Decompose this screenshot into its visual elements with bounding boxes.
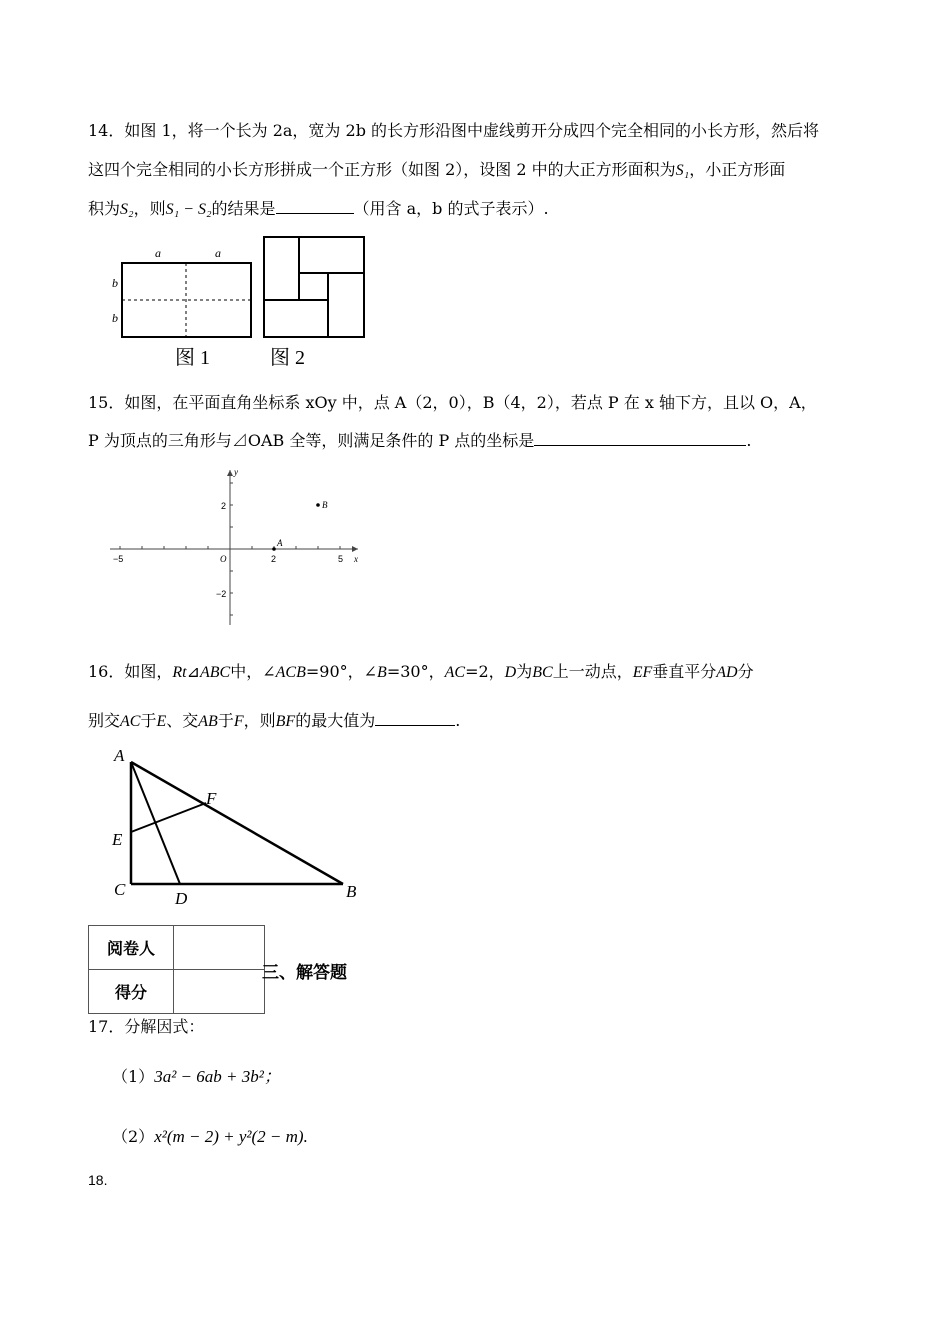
tick-label-yneg2: −2 bbox=[216, 589, 227, 599]
tick-label-neg5: −5 bbox=[113, 554, 124, 564]
s1-minus-s2: S₁ − S₂ bbox=[165, 201, 212, 218]
fig1-label-a-left: a bbox=[155, 246, 161, 260]
s2-symbol: S₂ bbox=[120, 201, 134, 218]
origin-label: O bbox=[220, 554, 227, 564]
y-axis-arrow bbox=[227, 470, 233, 476]
q17-expression-2: x²(m − 2) + y²(2 − m). bbox=[154, 1127, 308, 1146]
coordinate-plane bbox=[100, 465, 370, 630]
q16-line-1: 16．如图，Rt⊿ABC中，∠ACB=90°，∠B=30°，AC=2，D为BC上一动点，EF垂直平分AD分 bbox=[88, 662, 754, 681]
q17-part-1: （1）3a² − 6ab + 3b²； bbox=[112, 1067, 281, 1086]
tick-label-x5: 5 bbox=[338, 554, 344, 564]
fig1-caption: 图 1 bbox=[175, 347, 210, 369]
label-C: C bbox=[114, 880, 126, 899]
score-cell[interactable] bbox=[174, 970, 265, 1014]
segment-EF bbox=[131, 803, 206, 832]
score-label: 得分 bbox=[89, 970, 174, 1014]
label-A: A bbox=[114, 746, 125, 765]
figure-1 bbox=[112, 246, 251, 369]
point-A-label: A bbox=[277, 538, 283, 548]
fig2-caption: 图 2 bbox=[270, 347, 305, 369]
answer-blank-14[interactable] bbox=[276, 199, 354, 214]
point-B-label: B bbox=[322, 500, 328, 510]
label-F: F bbox=[206, 789, 217, 808]
s1-symbol: S₁ bbox=[675, 162, 690, 179]
q14-line-3: 积为S₂，则S₁ − S₂的结果是 （用含 a，b 的式子表示）. bbox=[88, 199, 549, 218]
answer-blank-15[interactable] bbox=[534, 431, 746, 446]
x-axis-label: x bbox=[354, 554, 358, 564]
point-A bbox=[272, 547, 276, 551]
fig1-label-b-bottom: b bbox=[112, 311, 118, 325]
figure-2 bbox=[264, 237, 364, 369]
x-axis-arrow bbox=[352, 546, 358, 552]
tick-label-y2: 2 bbox=[221, 501, 227, 511]
fig1-label-a-right: a bbox=[215, 246, 221, 260]
label-E: E bbox=[112, 830, 123, 849]
q17-part-2: （2）x²(m − 2) + y²(2 − m). bbox=[112, 1127, 308, 1146]
fig2-big-square bbox=[264, 237, 364, 337]
answer-blank-16[interactable] bbox=[375, 711, 455, 726]
segment-AB bbox=[131, 762, 343, 884]
grader-table bbox=[88, 925, 265, 1014]
reviewer-label: 阅卷人 bbox=[89, 926, 174, 970]
label-D: D bbox=[175, 889, 188, 908]
label-B: B bbox=[346, 882, 357, 901]
y-axis-label: y bbox=[234, 467, 238, 477]
q14-figures bbox=[100, 236, 380, 372]
fig1-label-b-top: b bbox=[112, 276, 118, 290]
q17-expression-1: 3a² − 6ab + 3b²； bbox=[154, 1067, 281, 1086]
q14-line-1: 14．如图 1，将一个长为 2a，宽为 2b 的长方形沿图中虚线剪开分成四个完全相同的小长方形，然后将 bbox=[88, 121, 820, 140]
q15-line-2: P 为顶点的三角形与⊿OAB 全等，则满足条件的 P 点的坐标是 . bbox=[88, 431, 752, 450]
q14-line-2: 这四个完全相同的小长方形拼成一个正方形（如图 2），设图 2 中的大正方形面积为S₁，小正方形面 bbox=[88, 160, 786, 179]
q18-title: 18. bbox=[88, 1172, 108, 1188]
q15-line-1: 15．如图，在平面直角坐标系 xOy 中，点 A（2，0），B（4，2），若点 P 在 x 轴下方，且以 O，A， bbox=[88, 393, 817, 412]
q17-title: 17．分解因式： bbox=[88, 1017, 205, 1036]
point-B bbox=[316, 503, 320, 507]
triangle-figure bbox=[100, 745, 370, 910]
tick-label-x2: 2 bbox=[271, 554, 277, 564]
reviewer-cell[interactable] bbox=[174, 926, 265, 970]
section-title: 三、解答题 bbox=[262, 963, 347, 983]
q16-line-2: 别交AC于E、交AB于F，则BF的最大值为 . bbox=[88, 711, 461, 730]
